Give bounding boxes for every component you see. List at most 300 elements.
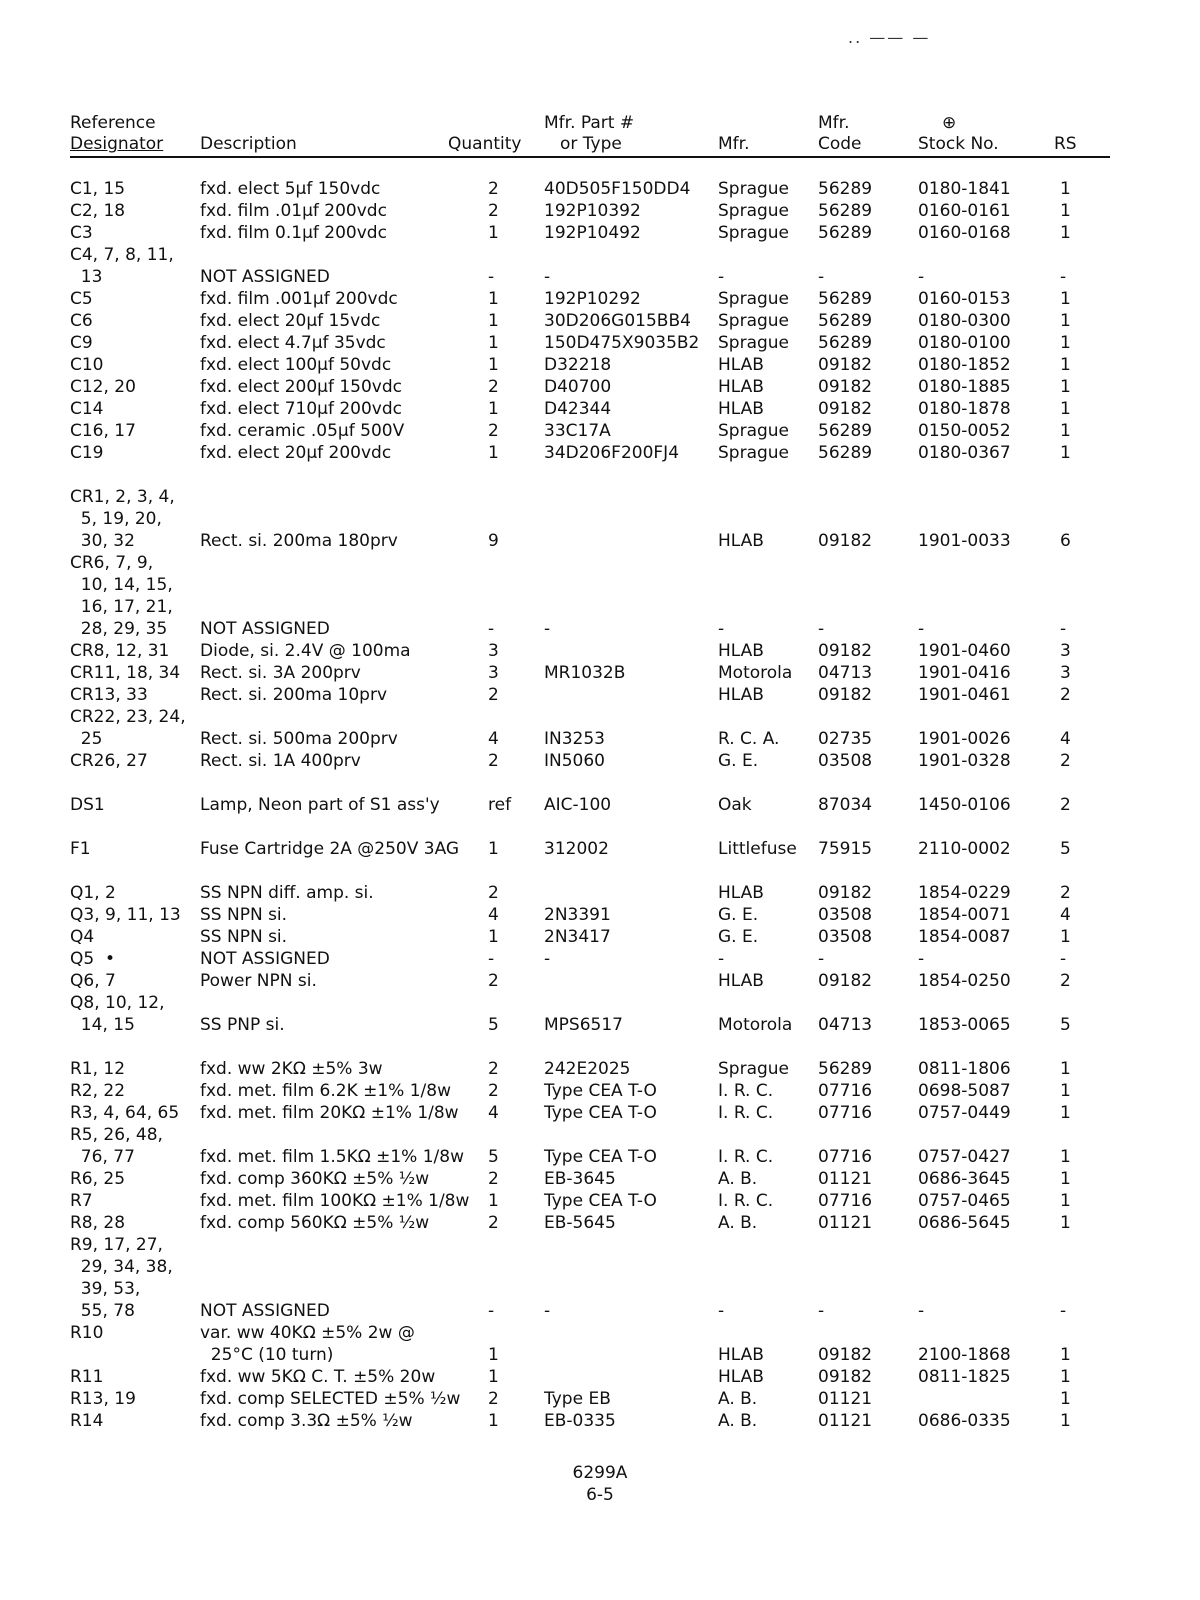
cell-stock-number: 0180-1852: [918, 355, 1011, 375]
cell-mfr: G. E.: [718, 751, 759, 771]
table-row: [70, 838, 1110, 860]
cell-stock-number: 1901-0033: [918, 531, 1011, 551]
cell-part-number: EB-3645: [544, 1169, 616, 1189]
cell-mfr-code: 02735: [818, 729, 873, 749]
cell-reference: CR26, 27: [70, 751, 148, 771]
cell-description: Rect. si. 500ma 200prv: [200, 729, 398, 749]
cell-part-number: 2N3417: [544, 927, 611, 947]
cell-quantity: 1: [488, 1367, 499, 1387]
cell-description: fxd. elect 20µf 15vdc: [200, 311, 381, 331]
cell-part-number: -: [544, 1301, 551, 1321]
cell-stock-number: -: [918, 619, 925, 639]
cell-mfr-code: -: [818, 1301, 825, 1321]
table-row: [70, 288, 1110, 310]
cell-reference: CR6, 7, 9,: [70, 553, 154, 573]
cell-part-number: 192P10392: [544, 201, 641, 221]
cell-quantity: 1: [488, 289, 499, 309]
cell-stock-number: 1450-0106: [918, 795, 1011, 815]
cell-description: fxd. ceramic .05µf 500V: [200, 421, 405, 441]
cell-stock-number: 1854-0229: [918, 883, 1011, 903]
table-row: [70, 1058, 1110, 1080]
header-description: Description: [200, 134, 297, 154]
cell-quantity: 2: [488, 1389, 499, 1409]
table-row: [70, 1124, 1110, 1146]
cell-mfr-code: 56289: [818, 1059, 873, 1079]
cell-mfr-code: 56289: [818, 289, 873, 309]
cell-description: fxd. elect 100µf 50vdc: [200, 355, 392, 375]
cell-mfr: HLAB: [718, 685, 764, 705]
cell-description: SS NPN si.: [200, 905, 288, 925]
header-rs: RS: [1054, 134, 1077, 154]
cell-rs: 5: [1060, 839, 1071, 859]
cell-description: Rect. si. 1A 400prv: [200, 751, 361, 771]
cell-mfr-code: 01121: [818, 1389, 873, 1409]
cell-rs: 1: [1060, 1147, 1071, 1167]
cell-mfr-code: 56289: [818, 443, 873, 463]
table-row: [70, 728, 1110, 750]
table-row: [70, 354, 1110, 376]
cell-part-number: 192P10492: [544, 223, 641, 243]
cell-mfr-code: 09182: [818, 883, 873, 903]
cell-mfr-code: 09182: [818, 377, 873, 397]
cell-mfr-code: 04713: [818, 1015, 873, 1035]
cell-reference: CR1, 2, 3, 4,: [70, 487, 175, 507]
cell-quantity: 2: [488, 377, 499, 397]
cell-stock-number: 1854-0250: [918, 971, 1011, 991]
cell-mfr-code: -: [818, 619, 825, 639]
cell-reference: 29, 34, 38,: [70, 1257, 173, 1277]
cell-reference: 13: [70, 267, 103, 287]
cell-part-number: 312002: [544, 839, 609, 859]
cell-mfr: Oak: [718, 795, 752, 815]
cell-part-number: 40D505F150DD4: [544, 179, 691, 199]
table-row: [70, 1102, 1110, 1124]
cell-mfr: Sprague: [718, 333, 790, 353]
cell-quantity: 9: [488, 531, 499, 551]
cell-rs: 1: [1060, 1059, 1071, 1079]
cell-quantity: 2: [488, 1169, 499, 1189]
cell-part-number: 34D206F200FJ4: [544, 443, 680, 463]
cell-part-number: -: [544, 619, 551, 639]
cell-reference: R11: [70, 1367, 104, 1387]
cell-reference: R10: [70, 1323, 104, 1343]
cell-quantity: 1: [488, 399, 499, 419]
cell-part-number: D40700: [544, 377, 612, 397]
cell-rs: 1: [1060, 1191, 1071, 1211]
cell-description: fxd. elect 5µf 150vdc: [200, 179, 381, 199]
cell-reference: R6, 25: [70, 1169, 126, 1189]
cell-reference: R5, 26, 48,: [70, 1125, 163, 1145]
cell-mfr-code: 03508: [818, 927, 873, 947]
cell-mfr-code: 09182: [818, 531, 873, 551]
header-reference: Reference: [70, 113, 156, 133]
cell-reference: C19: [70, 443, 104, 463]
cell-mfr: I. R. C.: [718, 1191, 774, 1211]
cell-part-number: -: [544, 267, 551, 287]
cell-reference: CR8, 12, 31: [70, 641, 170, 661]
cell-mfr-code: 09182: [818, 355, 873, 375]
cell-reference: C16, 17: [70, 421, 136, 441]
table-row: [70, 376, 1110, 398]
cell-reference: CR22, 23, 24,: [70, 707, 186, 727]
cell-part-number: Type CEA T-O: [544, 1191, 657, 1211]
cell-description: SS NPN diff. amp. si.: [200, 883, 374, 903]
cell-rs: -: [1060, 619, 1067, 639]
cell-mfr-code: 56289: [818, 201, 873, 221]
cell-rs: 1: [1060, 1411, 1071, 1431]
cell-quantity: 1: [488, 839, 499, 859]
cell-description: Power NPN si.: [200, 971, 317, 991]
cell-mfr: A. B.: [718, 1389, 758, 1409]
cell-mfr-code: 07716: [818, 1191, 873, 1211]
cell-mfr-code: 03508: [818, 905, 873, 925]
cell-stock-number: 0160-0168: [918, 223, 1011, 243]
cell-description: SS NPN si.: [200, 927, 288, 947]
cell-reference: CR11, 18, 34: [70, 663, 181, 683]
cell-reference: 10, 14, 15,: [70, 575, 173, 595]
cell-description: Lamp, Neon part of S1 ass'y: [200, 795, 440, 815]
cell-rs: 1: [1060, 355, 1071, 375]
cell-description: fxd. elect 4.7µf 35vdc: [200, 333, 386, 353]
cell-rs: 2: [1060, 751, 1071, 771]
cell-rs: 1: [1060, 333, 1071, 353]
cell-reference: Q6, 7: [70, 971, 116, 991]
cell-quantity: -: [488, 267, 495, 287]
table-row: [70, 486, 1110, 508]
cell-quantity: -: [488, 619, 495, 639]
cell-description: NOT ASSIGNED: [200, 267, 330, 287]
cell-mfr: I. R. C.: [718, 1103, 774, 1123]
cell-mfr-code: 56289: [818, 333, 873, 353]
cell-mfr: Sprague: [718, 179, 790, 199]
table-row: [70, 1168, 1110, 1190]
cell-rs: 3: [1060, 663, 1071, 683]
cell-rs: 1: [1060, 1081, 1071, 1101]
cell-stock-number: 0686-3645: [918, 1169, 1011, 1189]
header-code-mfr: Mfr.: [818, 113, 850, 133]
cell-mfr: Motorola: [718, 663, 793, 683]
cell-stock-number: 0811-1806: [918, 1059, 1011, 1079]
cell-rs: 1: [1060, 1367, 1071, 1387]
table-row: [70, 464, 1110, 486]
cell-mfr-code: 56289: [818, 223, 873, 243]
cell-stock-number: -: [918, 267, 925, 287]
cell-part-number: AIC-100: [544, 795, 612, 815]
cell-description: fxd. elect 710µf 200vdc: [200, 399, 402, 419]
cell-mfr: HLAB: [718, 531, 764, 551]
cell-mfr-code: 09182: [818, 641, 873, 661]
cell-quantity: 3: [488, 663, 499, 683]
cell-reference: Q4: [70, 927, 95, 947]
table-row: [70, 1322, 1110, 1344]
cell-rs: 1: [1060, 223, 1071, 243]
cell-mfr: HLAB: [718, 355, 764, 375]
cell-description: fxd. film .001µf 200vdc: [200, 289, 398, 309]
cell-description: NOT ASSIGNED: [200, 619, 330, 639]
cell-quantity: 3: [488, 641, 499, 661]
cell-reference: 39, 53,: [70, 1279, 141, 1299]
table-row: [70, 1080, 1110, 1102]
table-row: [70, 1256, 1110, 1278]
cell-reference: R8, 28: [70, 1213, 126, 1233]
cell-description: SS PNP si.: [200, 1015, 285, 1035]
table-row: [70, 640, 1110, 662]
cell-stock-number: 1901-0461: [918, 685, 1011, 705]
table-row: [70, 200, 1110, 222]
cell-part-number: EB-0335: [544, 1411, 616, 1431]
table-row: [70, 552, 1110, 574]
cell-rs: 1: [1060, 1103, 1071, 1123]
cell-rs: 2: [1060, 971, 1071, 991]
cell-rs: 2: [1060, 685, 1071, 705]
cell-quantity: 4: [488, 905, 499, 925]
cell-reference: DS1: [70, 795, 105, 815]
cell-mfr-code: 75915: [818, 839, 873, 859]
cell-quantity: 2: [488, 201, 499, 221]
footer-page-number: 6-5: [586, 1485, 614, 1505]
cell-stock-number: 0180-0300: [918, 311, 1011, 331]
table-row: [70, 508, 1110, 530]
cell-reference: R7: [70, 1191, 93, 1211]
cell-reference: Q5 •: [70, 949, 116, 969]
cell-description: fxd. elect 20µf 200vdc: [200, 443, 392, 463]
table-row: [70, 706, 1110, 728]
cell-quantity: 1: [488, 927, 499, 947]
cell-stock-number: 1901-0416: [918, 663, 1011, 683]
cell-stock-number: 0686-0335: [918, 1411, 1011, 1431]
table-row: [70, 1410, 1110, 1432]
cell-part-number: Type CEA T-O: [544, 1103, 657, 1123]
cell-stock-number: 0180-1878: [918, 399, 1011, 419]
cell-mfr: HLAB: [718, 1367, 764, 1387]
cell-mfr-code: 56289: [818, 311, 873, 331]
cell-reference: R2, 22: [70, 1081, 126, 1101]
cell-quantity: -: [488, 949, 495, 969]
cell-rs: 1: [1060, 1389, 1071, 1409]
cell-mfr-code: 03508: [818, 751, 873, 771]
cell-quantity: 1: [488, 1345, 499, 1365]
cell-mfr: Sprague: [718, 289, 790, 309]
cell-reference: R9, 17, 27,: [70, 1235, 163, 1255]
cell-reference: R1, 12: [70, 1059, 126, 1079]
cell-mfr-code: 09182: [818, 971, 873, 991]
cell-reference: C10: [70, 355, 104, 375]
cell-reference: Q1, 2: [70, 883, 116, 903]
cell-description: fxd. film 0.1µf 200vdc: [200, 223, 387, 243]
cell-quantity: 1: [488, 1191, 499, 1211]
cell-stock-number: 2100-1868: [918, 1345, 1011, 1365]
table-row: [70, 794, 1110, 816]
cell-mfr: I. R. C.: [718, 1147, 774, 1167]
cell-reference: 5, 19, 20,: [70, 509, 162, 529]
cell-reference: 16, 17, 21,: [70, 597, 173, 617]
top-mark: .. —— —: [848, 28, 931, 47]
cell-rs: 2: [1060, 883, 1071, 903]
cell-stock-number: 1901-0460: [918, 641, 1011, 661]
header-stock: Stock No.: [918, 134, 999, 154]
cell-mfr: -: [718, 949, 725, 969]
cell-part-number: 192P10292: [544, 289, 641, 309]
table-row: [70, 684, 1110, 706]
cell-reference: F1: [70, 839, 91, 859]
table-row: [70, 750, 1110, 772]
cell-reference: C3: [70, 223, 93, 243]
table-row: [70, 1234, 1110, 1256]
table-row: [70, 398, 1110, 420]
table-row: [70, 1344, 1110, 1366]
cell-rs: -: [1060, 1301, 1067, 1321]
cell-description: fxd. comp SELECTED ±5% ½w: [200, 1389, 461, 1409]
cell-mfr: HLAB: [718, 641, 764, 661]
cell-description: Rect. si. 200ma 10prv: [200, 685, 388, 705]
cell-description: fxd. film .01µf 200vdc: [200, 201, 387, 221]
header-mfr: Mfr.: [718, 134, 750, 154]
cell-quantity: 2: [488, 751, 499, 771]
cell-rs: 4: [1060, 905, 1071, 925]
cell-description: fxd. comp 560KΩ ±5% ½w: [200, 1213, 430, 1233]
cell-mfr: HLAB: [718, 1345, 764, 1365]
cell-reference: 55, 78: [70, 1301, 135, 1321]
cell-rs: 1: [1060, 201, 1071, 221]
cell-mfr-code: 56289: [818, 421, 873, 441]
cell-mfr-code: -: [818, 267, 825, 287]
table-row: [70, 948, 1110, 970]
cell-mfr-code: 09182: [818, 1367, 873, 1387]
cell-quantity: 2: [488, 971, 499, 991]
cell-quantity: -: [488, 1301, 495, 1321]
table-row: [70, 420, 1110, 442]
table-row: [70, 904, 1110, 926]
table-row: [70, 574, 1110, 596]
cell-quantity: 2: [488, 883, 499, 903]
cell-rs: 1: [1060, 1345, 1071, 1365]
cell-quantity: 2: [488, 1059, 499, 1079]
cell-description: Diode, si. 2.4V @ 100ma: [200, 641, 411, 661]
cell-rs: 1: [1060, 443, 1071, 463]
cell-stock-number: 2110-0002: [918, 839, 1011, 859]
cell-rs: 5: [1060, 1015, 1071, 1035]
cell-stock-number: 0150-0052: [918, 421, 1011, 441]
cell-description: fxd. met. film 20KΩ ±1% 1/8w: [200, 1103, 459, 1123]
cell-mfr: Sprague: [718, 311, 790, 331]
cell-description: NOT ASSIGNED: [200, 1301, 330, 1321]
cell-part-number: Type EB: [544, 1389, 611, 1409]
table-row: [70, 1190, 1110, 1212]
cell-description: Fuse Cartridge 2A @250V 3AG: [200, 839, 460, 859]
cell-description: fxd. comp 3.3Ω ±5% ½w: [200, 1411, 413, 1431]
cell-description: NOT ASSIGNED: [200, 949, 330, 969]
table-row: [70, 1212, 1110, 1234]
cell-description: fxd. comp 360KΩ ±5% ½w: [200, 1169, 430, 1189]
table-row: [70, 266, 1110, 288]
table-row: [70, 442, 1110, 464]
cell-mfr: Littlefuse: [718, 839, 797, 859]
cell-part-number: MPS6517: [544, 1015, 623, 1035]
cell-mfr: A. B.: [718, 1411, 758, 1431]
cell-quantity: 1: [488, 223, 499, 243]
cell-rs: 1: [1060, 1169, 1071, 1189]
cell-rs: 1: [1060, 927, 1071, 947]
cell-mfr: Sprague: [718, 201, 790, 221]
cell-mfr: A. B.: [718, 1213, 758, 1233]
table-row: [70, 1300, 1110, 1322]
cell-stock-number: 0686-5645: [918, 1213, 1011, 1233]
cell-part-number: IN5060: [544, 751, 605, 771]
cell-mfr-code: 87034: [818, 795, 873, 815]
cell-stock-number: 0180-1885: [918, 377, 1011, 397]
cell-rs: 1: [1060, 289, 1071, 309]
cell-quantity: 1: [488, 355, 499, 375]
cell-description: 25°C (10 turn): [200, 1345, 334, 1365]
cell-reference: 28, 29, 35: [70, 619, 168, 639]
cell-part-number: EB-5645: [544, 1213, 616, 1233]
cell-stock-number: 0757-0427: [918, 1147, 1011, 1167]
header-part-number: Mfr. Part #: [544, 113, 635, 133]
cell-mfr: HLAB: [718, 399, 764, 419]
cell-description: fxd. met. film 6.2K ±1% 1/8w: [200, 1081, 451, 1101]
cell-quantity: ref: [488, 795, 512, 815]
table-row: [70, 1366, 1110, 1388]
cell-mfr: Sprague: [718, 443, 790, 463]
cell-mfr: -: [718, 1301, 725, 1321]
header-code: Code: [818, 134, 862, 154]
cell-quantity: 1: [488, 311, 499, 331]
table-row: [70, 882, 1110, 904]
cell-mfr: HLAB: [718, 971, 764, 991]
cell-rs: 1: [1060, 179, 1071, 199]
table-row: [70, 1014, 1110, 1036]
cell-stock-number: 0757-0449: [918, 1103, 1011, 1123]
cell-stock-number: 1854-0087: [918, 927, 1011, 947]
cell-reference: 14, 15: [70, 1015, 135, 1035]
cell-part-number: MR1032B: [544, 663, 626, 683]
cell-mfr-code: 04713: [818, 663, 873, 683]
cell-description: fxd. elect 200µf 150vdc: [200, 377, 402, 397]
cell-mfr: Sprague: [718, 223, 790, 243]
cell-stock-number: 1901-0328: [918, 751, 1011, 771]
cell-stock-number: -: [918, 1301, 925, 1321]
table-row: [70, 970, 1110, 992]
cell-stock-number: 0180-1841: [918, 179, 1011, 199]
cell-part-number: 150D475X9035B2: [544, 333, 700, 353]
table-row: [70, 1388, 1110, 1410]
cell-reference: C6: [70, 311, 93, 331]
cell-mfr-code: 07716: [818, 1081, 873, 1101]
cell-part-number: -: [544, 949, 551, 969]
cell-stock-number: 1854-0071: [918, 905, 1011, 925]
cell-quantity: 5: [488, 1147, 499, 1167]
table-row: [70, 992, 1110, 1014]
cell-reference: C5: [70, 289, 93, 309]
cell-stock-number: 0757-0465: [918, 1191, 1011, 1211]
header-designator-label: Designator: [70, 134, 164, 154]
cell-description: Rect. si. 200ma 180prv: [200, 531, 398, 551]
cell-reference: C1, 15: [70, 179, 126, 199]
table-row: [70, 332, 1110, 354]
cell-rs: 1: [1060, 377, 1071, 397]
cell-reference: Q3, 9, 11, 13: [70, 905, 181, 925]
table-row: [70, 618, 1110, 640]
cell-part-number: IN3253: [544, 729, 605, 749]
cell-quantity: 1: [488, 443, 499, 463]
table-row: [70, 772, 1110, 794]
cell-quantity: 2: [488, 179, 499, 199]
cell-reference: Q8, 10, 12,: [70, 993, 165, 1013]
cell-reference: R13, 19: [70, 1389, 136, 1409]
cell-description: fxd. ww 2KΩ ±5% 3w: [200, 1059, 383, 1079]
footer-model: 6299A: [572, 1463, 628, 1483]
cell-rs: 1: [1060, 1213, 1071, 1233]
